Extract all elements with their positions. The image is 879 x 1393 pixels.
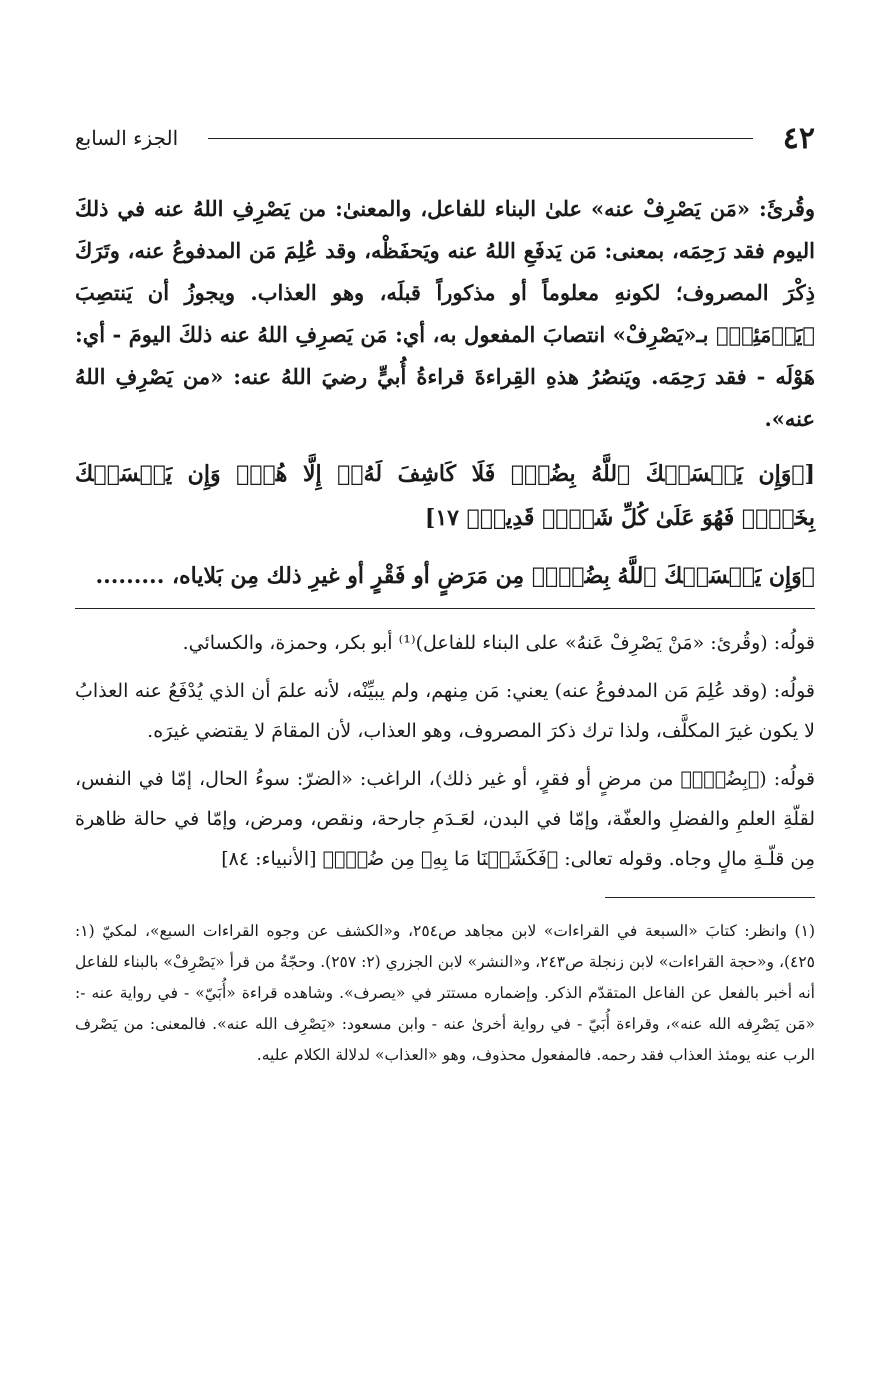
part-title: الجزء السابع bbox=[75, 126, 179, 150]
commentary-paragraph: قولُه: (وقُرئ: «مَنْ يَصْرِفْ عَنهُ» على البناء للفاعل)⁽¹⁾ أبو بكر، وحمزة، والكسائي. bbox=[182, 632, 815, 654]
page-header bbox=[75, 118, 815, 158]
commentary-paragraph: قولُه: (﴿بِضُرّٖ﴾ من مرضٍ أو فقرٍ، أو غير ذلك)، الراغب: «الضرّ: سوءُ الحال، إمّا في النفس، لقلّةِ العلمِ والفضلِ والعفّة، وإمّا في البدن، لعَـدَمِ جارحة، ونقص، ومرض، وإمّا في حالة ظاهرة مِن قلّـةِ مالٍ وجاه. وقوله تعالى: ﴿فَكَشَفۡنَا مَا بِهِۦ مِن ضُرّٖ﴾ [الأنبياء: ٨٤] bbox=[75, 768, 815, 870]
main-paragraph: وقُرئَ: «مَن يَصْرِفْ عنه» علىٰ البناء للفاعل، والمعنىٰ: من يَصْرِفِ اللهُ عنه في ذلكَ اليوم فقد رَحِمَه، بمعنى: مَن يَدفَعِ اللهُ عنه ويَحفَظْه، وقد عُلِمَ مَن المدفوعُ عنه، وتَرَكَ ذِكْرَ المصروف؛ لكونهِ معلوماً أو مذكوراً قبلَه، وهو العذاب. ويجوزُ أن يَنتصِبَ ﴿يَوۡمَئِذٖ﴾ بـ«يَصْرِفْ» انتصابَ المفعول به، أي: مَن يَصرِفِ اللهُ عنه ذلكَ اليومَ - أي: هَوْلَه - فقد رَحِمَه. ويَنصُرُ هذهِ القِراءةَ قراءةُ أُبيٍّ رضيَ اللهُ عنه: «من يَصْرِفِ اللهُ عنه». bbox=[75, 196, 815, 431]
footnote-1: (١) وانظر: كتابَ «السبعة في القراءات» لابن مجاهد ص٢٥٤، و«الكشف عن وجوه القراءات السبع»، لمكيّ (١: ٤٢٥)، و«حجة القراءات» لابن زنجلة ص٢٤٣، و«النشر» لابن الجزري (٢: ٢٥٧). وحجّةُ من قرأ «يَصْرِفْ» بالبناء للفاعل أنه أخبر بالفعل عن الفاعل المتقدّم الذكر. وإضماره مستتر في «يصرف». وشاهده قراءة «أُبَيّ» - في رواية عنه -: «مَن يَصْرِفه الله عنه»، وقراءة أُبَيّ - في رواية أخرىٰ عنه - وابن مسعود: «يَصْرِف الله عنه». فالمعنى: من يَصْرف الرب عنه يومئذ العذاب فقد رحمه. فالمفعول محذوف، وهو «العذاب» لدلالة الكلام عليه. bbox=[75, 922, 815, 1064]
verse-block bbox=[75, 452, 815, 540]
main-text bbox=[75, 188, 815, 440]
quran-verse: [﴿وَإِن يَمۡسَسۡكَ ٱللَّهُ بِضُرّٖ فَلَا كَاشِفَ لَهُۥٓ إِلَّا هُوَۖ وَإِن يَمۡسَسۡكَ بِخَيۡرٖ فَهُوَ عَلَىٰ كُلِّ شَيۡءٖ قَدِيرٞ﴾ ١٧] bbox=[75, 461, 815, 531]
footnote-rule bbox=[605, 897, 815, 898]
header-rule bbox=[208, 138, 753, 139]
section-divider bbox=[75, 608, 815, 609]
verse-explanation: ﴿وَإِن يَمۡسَسۡكَ ٱللَّهُ بِضُرّٖ﴾ مِن مَرَضٍ أو فَقْرٍ أو غيرِ ذلك مِن بَلاياه، ......... bbox=[95, 563, 815, 589]
commentary-paragraph: قولُه: (وقد عُلِمَ مَن المدفوعُ عنه) يعني: مَن مِنهم، ولم يبيِّنْه، لأنه علمَ أن الذي يُدْفَعُ عنه العذابُ لا يكون غيرَ المكلَّف، ولذا ترك ذكرَ المصروف، وهو العذاب، لأن المقامَ لا يقتضي غيرَه. bbox=[75, 680, 815, 742]
commentary bbox=[75, 623, 815, 879]
book-page bbox=[75, 118, 815, 1071]
footnotes bbox=[75, 916, 815, 1071]
page-number: ٤٢ bbox=[782, 120, 815, 156]
